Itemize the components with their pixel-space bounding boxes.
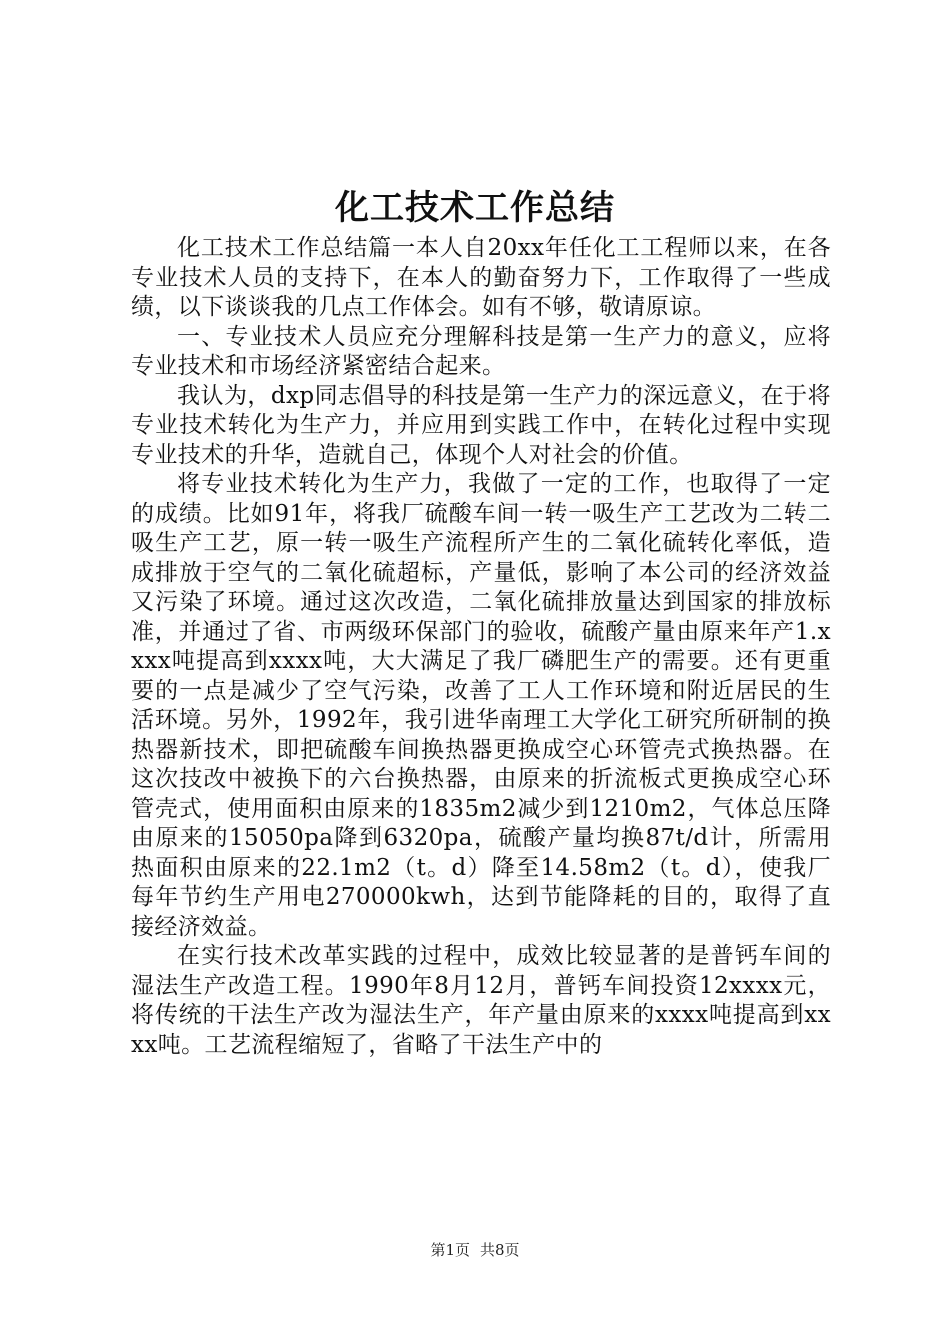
paragraph-achievements: 将专业技术转化为生产力，我做了一定的工作，也取得了一定的成绩。比如91年，将我厂硫酸车间一转一吸生产工艺改为二转二吸生产工艺，原一转一吸生产流程所产生的二氧化硫转化率低，造成排放于空气的二氧化硫超标，产量低，影响了本公司的经济效益又污染了环境。通过这次改造，二氧化硫排放量达到国家的排放标准，并通过了省、市两级环保部门的验收，硫酸产量由原来年产1.xxxx吨提高到xxxx吨，大大满足了我厂磷肥生产的需要。还有更重要的一点是减少了空气污染，改善了工人工作环境和附近居民的生活环境。另外，1992年，我引进华南理工大学化工研究所研制的换热器新技术，即把硫酸车间换热器更换成空心环管壳式换热器。在这次技改中被换下的六台换热器，由原来的折流板式更换成空心环管壳式，使用面积由原来的1835m2减少到1210m2，气体总压降由原来的15050pa降到6320pa，硫酸产量均换87t/d计，所需用热面积由原来的22.1m2（t。d）降至14.58m2（t。d），使我厂每年节约生产用电270000kwh，达到节能降耗的目的，取得了直接经济效益。: [131, 471, 831, 940]
paragraph-opinion: 我认为，dxp同志倡导的科技是第一生产力的深远意义，在于将专业技术转化为生产力，并应用到实践工作中，在转化过程中实现专业技术的升华，造就自己，体现个人对社会的价值。: [131, 382, 831, 468]
document-body: [131, 234, 831, 1060]
document-title: 化工技术工作总结: [335, 188, 615, 228]
paragraph-intro: 化工技术工作总结篇一本人自20xx年任化工工程师以来，在各专业技术人员的支持下，在本人的勤奋努力下，工作取得了一些成绩，以下谈谈我的几点工作体会。如有不够，敬请原谅。: [131, 235, 831, 320]
paragraph-reform-practice: 在实行技术改革实践的过程中，成效比较显著的是普钙车间的湿法生产改造工程。1990年8月12月，普钙车间投资12xxxx元，将传统的干法生产改为湿法生产，年产量由原来的xxxx吨提高到xxxx吨。工艺流程缩短了，省略了干法生产中的: [131, 943, 831, 1058]
page-footer: [0, 1240, 950, 1260]
page-number: 第1页: [430, 1241, 470, 1259]
page-total: 共8页: [480, 1241, 520, 1259]
paragraph-section-one-heading: 一、专业技术人员应充分理解科技是第一生产力的意义，应将专业技术和市场经济紧密结合起来。: [131, 323, 831, 379]
